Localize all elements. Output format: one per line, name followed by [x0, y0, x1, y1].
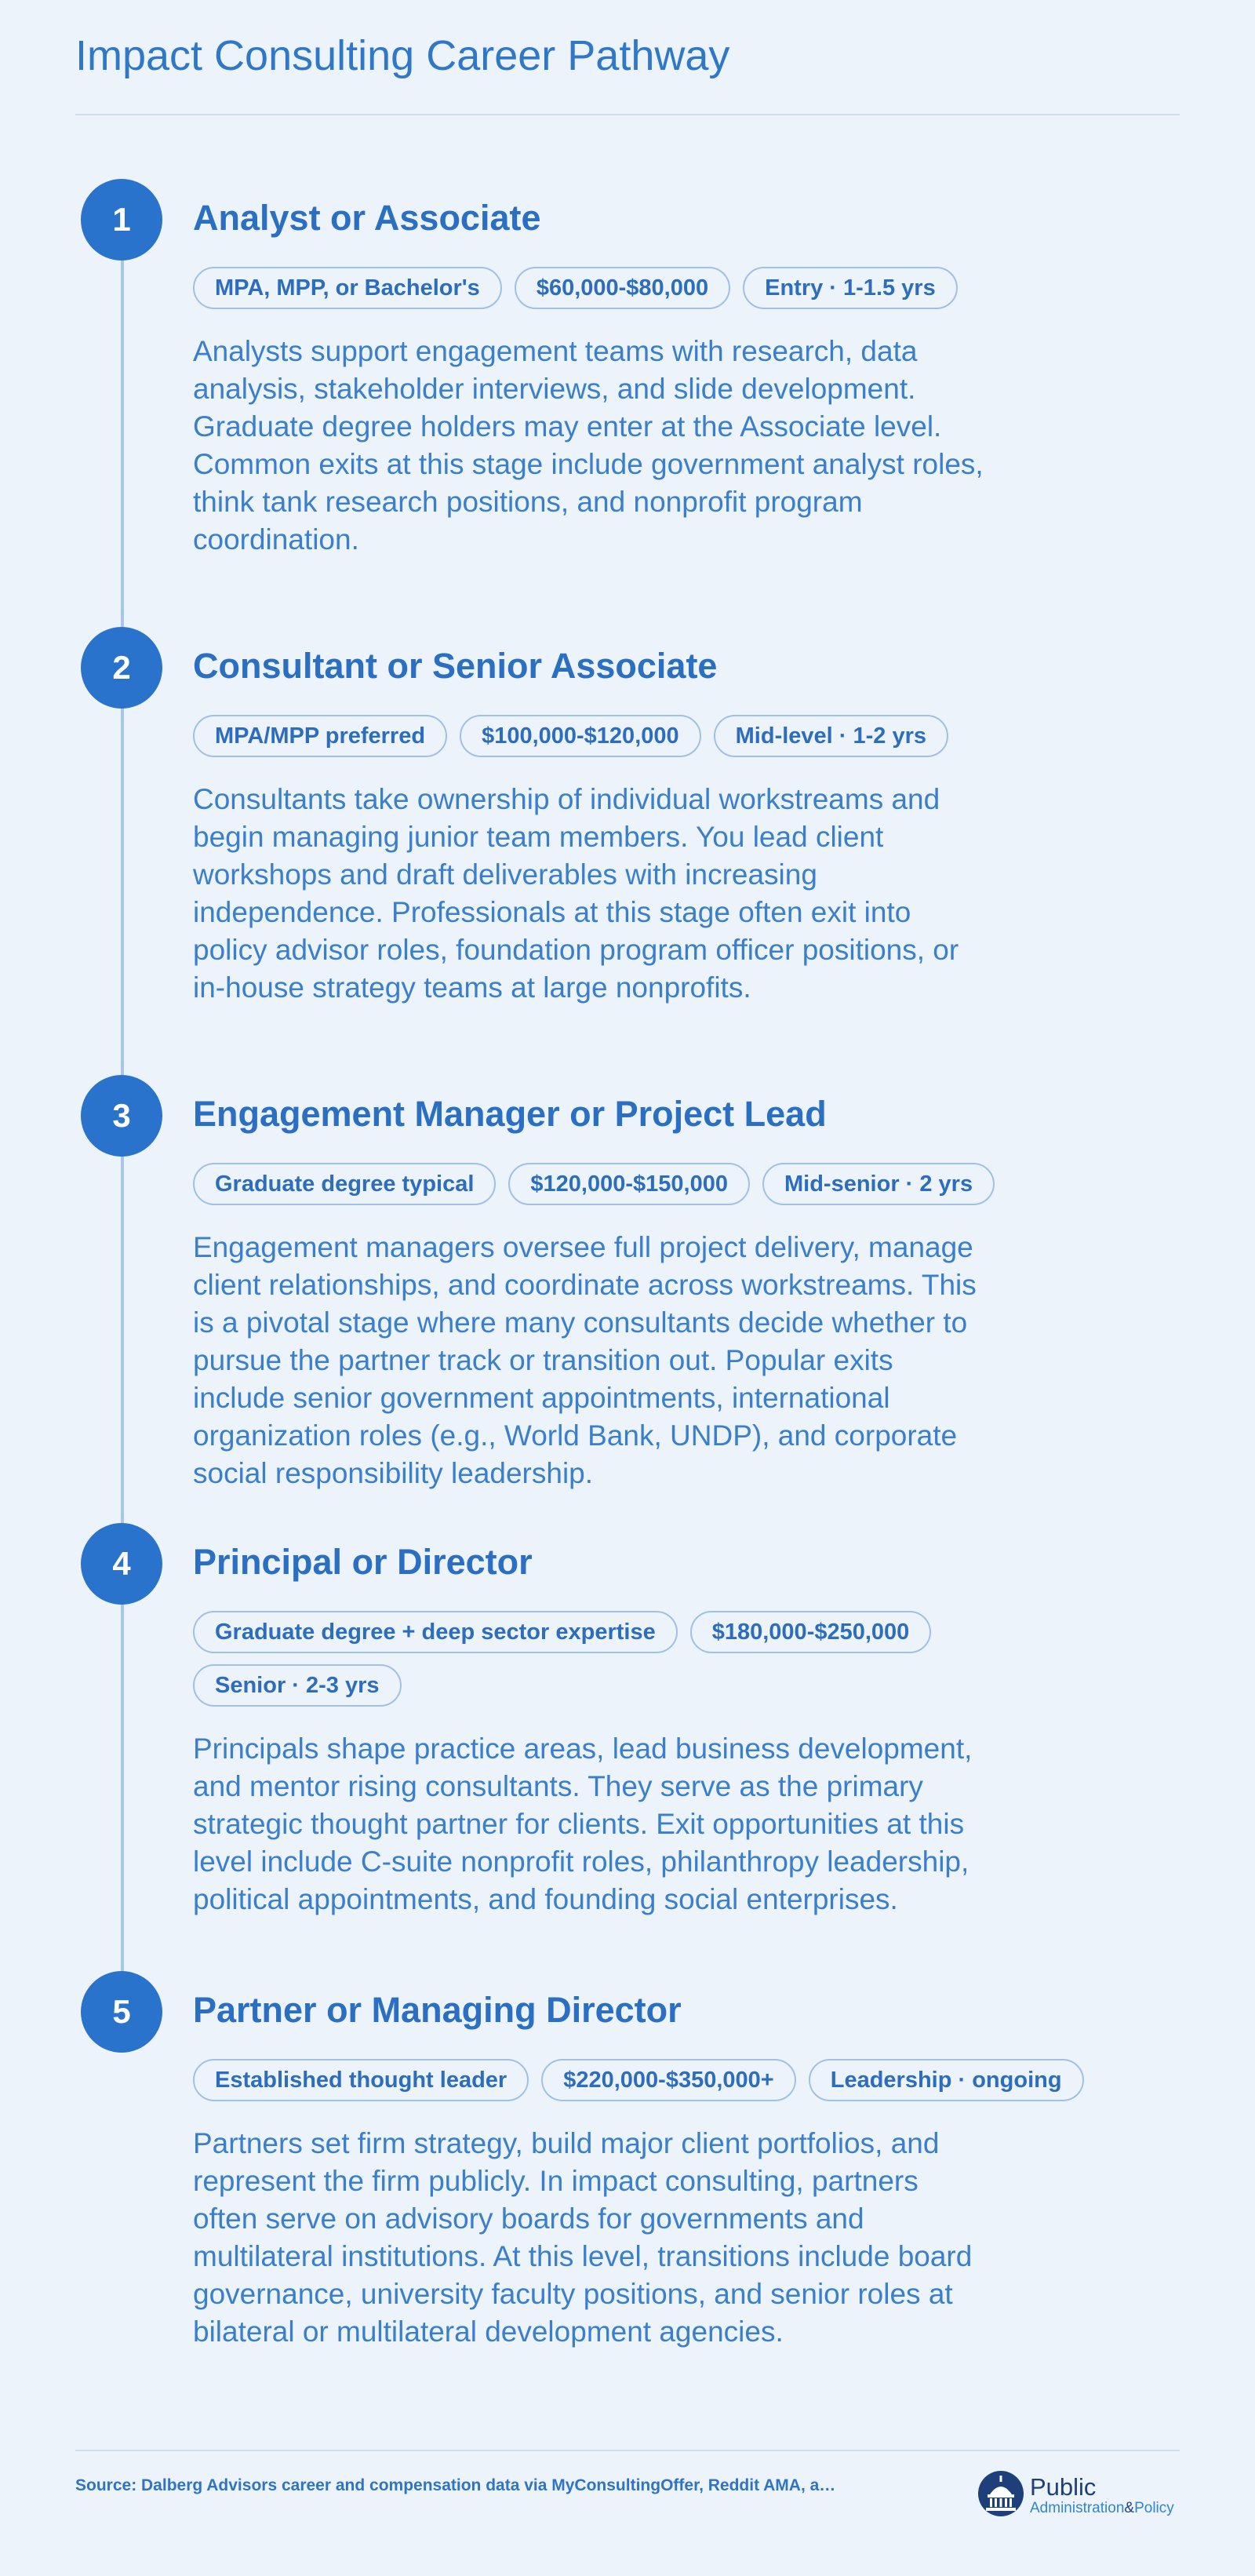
logo-subtitle-part: Administration: [1030, 2500, 1125, 2516]
step-chips: [193, 2059, 1173, 2101]
step-description: Analysts support engagement teams with research, data analysis, stakeholder interviews, and slide development. Graduate degree holders may enter at the Associate level. Common exits at this stage include government analyst roles, think tank research positions, and nonprofit program coordination.: [193, 335, 984, 556]
site-logo[interactable]: [977, 2470, 1180, 2520]
footer-divider: [75, 2450, 1180, 2451]
step-description: Engagement managers oversee full project delivery, manage client relationships, and coordinate across workstreams. This is a pivotal stage where many consultants decide whether to pursue the partner track or transition out. Popular exits include senior government appointments, international organization roles (e.g., World Bank, UNDP), and corporate social responsibility leadership.: [193, 1231, 977, 1489]
step-number-badge: 3: [81, 1075, 162, 1157]
source-note: Source: Dalberg Advisors career and compensation data via MyConsultingOffer, Reddit AMA, a…: [75, 2476, 836, 2494]
step-title: Principal or Director: [193, 1542, 533, 1582]
step-number-badge: 5: [81, 1971, 162, 2053]
career-step-5: [0, 1971, 1255, 2410]
step-number-badge: 4: [81, 1523, 162, 1605]
education-chip: Graduate degree + deep sector expertise: [193, 1611, 678, 1653]
level-chip: Senior · 2-3 yrs: [193, 1664, 402, 1707]
logo-subtitle-part: Policy: [1134, 2500, 1174, 2516]
step-description: Partners set firm strategy, build major client portfolios, and represent the firm publicly. In impact consulting, partners often serve on advisory boards for governments and multilateral institutions. At this level, transitions include board governance, university faculty positions, and senior roles at bilateral or multilateral development agencies.: [193, 2127, 973, 2348]
step-number-badge: 2: [81, 627, 162, 709]
step-chips: [193, 715, 1173, 757]
level-chip: Mid-senior · 2 yrs: [762, 1163, 995, 1205]
salary-chip: $60,000-$80,000: [515, 267, 730, 309]
logo-ampersand: &: [1124, 2500, 1135, 2516]
salary-chip: $120,000-$150,000: [508, 1163, 750, 1205]
career-step-3: [0, 1075, 1255, 1499]
capitol-dome-icon: [977, 2469, 1025, 2522]
step-title: Analyst or Associate: [193, 198, 541, 238]
step-description: Principals shape practice areas, lead business development, and mentor rising consultants. They serve as the primary strategic thought partner for clients. Exit opportunities at this level include C-suite nonprofit roles, philanthropy leadership, political appointments, and founding social enterprises.: [193, 1733, 973, 1915]
step-number-badge: 1: [81, 179, 162, 261]
step-title: Engagement Manager or Project Lead: [193, 1094, 827, 1134]
salary-chip: $220,000-$350,000+: [541, 2059, 796, 2101]
logo-subtitle: [1030, 2501, 1174, 2516]
step-title: Consultant or Senior Associate: [193, 646, 718, 686]
level-chip: Entry · 1-1.5 yrs: [743, 267, 958, 309]
level-chip: Mid-level · 1-2 yrs: [714, 715, 948, 757]
step-chips: [193, 1611, 1009, 1707]
education-chip: Graduate degree typical: [193, 1163, 496, 1205]
step-title: Partner or Managing Director: [193, 1990, 682, 2030]
education-chip: MPA/MPP preferred: [193, 715, 447, 757]
salary-chip: $180,000-$250,000: [690, 1611, 932, 1653]
education-chip: Established thought leader: [193, 2059, 529, 2101]
step-chips: [193, 267, 1173, 309]
level-chip: Leadership · ongoing: [809, 2059, 1084, 2101]
career-step-4: [0, 1523, 1255, 1962]
logo-title: Public: [1030, 2473, 1097, 2501]
logo-wordmark: [1030, 2475, 1174, 2516]
career-step-2: [0, 627, 1255, 1035]
step-description: Consultants take ownership of individual workstreams and begin managing junior team members. You lead client workshops and draft deliverables with increasing independence. Professionals at this stage often exit into policy advisor roles, foundation program officer positions, or in-house strategy teams at large nonprofits.: [193, 783, 959, 1004]
step-chips: [193, 1163, 1173, 1205]
salary-chip: $100,000-$120,000: [460, 715, 701, 757]
header-divider: [75, 114, 1180, 115]
education-chip: MPA, MPP, or Bachelor's: [193, 267, 502, 309]
career-step-1: [0, 179, 1255, 587]
page-title: Impact Consulting Career Pathway: [75, 32, 730, 79]
